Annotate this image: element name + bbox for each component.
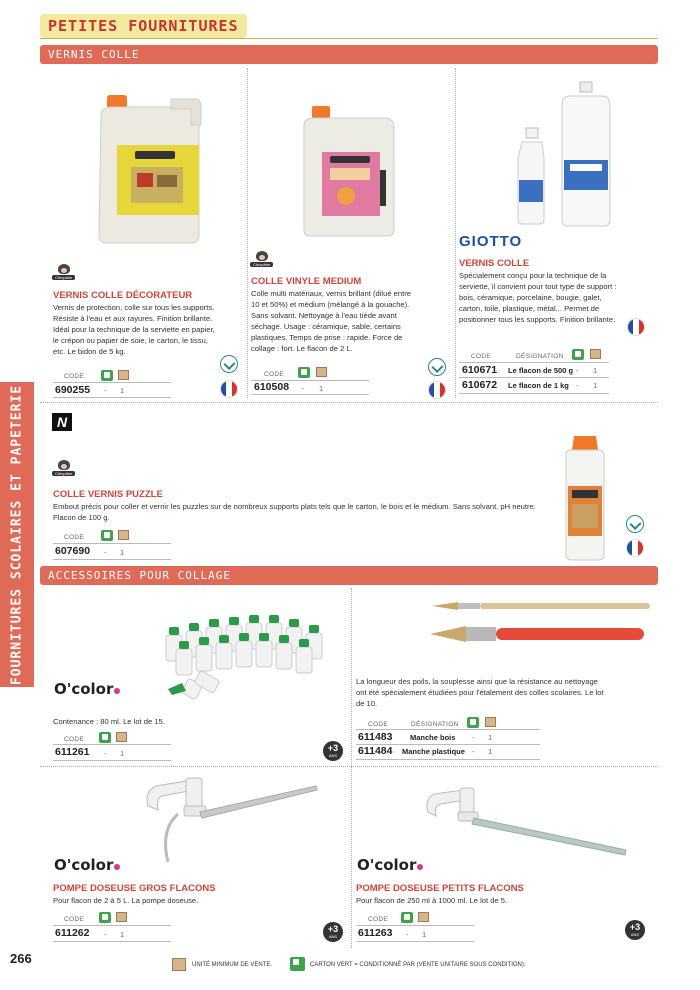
product-description: Colle multi matériaux, vernis brillant (dilué entre 10 et 50%) et médium (mélangé à la gouache). Sans solvant. Nettoyage à l'eau tiède avant séchage. Usage : céramique, sable, certains plastiques. Temps de prise : rapide. Force de collage : fort. Le flacon de 2 L. [251,289,411,353]
unit-box-icon [116,912,127,922]
quantity: 1 [319,384,324,393]
unit-box-icon [116,732,127,742]
quantity: 1 [120,930,125,939]
code-rule [251,394,369,395]
green-carton-icon [101,370,113,381]
france-flag-icon [428,381,446,399]
code-label: CODE [368,721,388,728]
france-flag-icon [220,380,238,398]
section-accessoires: ACCESSOIRES POUR COLLAGE [40,566,658,585]
product-code: 611484 [358,745,393,757]
code-rule [53,543,171,544]
quantity: 1 [488,747,493,756]
product-code: 611263 [358,927,393,939]
product-title: VERNIS COLLE DÉCORATEUR [53,290,193,301]
page-number: 266 [10,951,32,966]
separator-dash: - [104,930,107,939]
unit-box-icon [316,367,327,377]
quantity: 1 [593,366,598,375]
glue-bottles-set-image [160,605,330,705]
green-carton-icon [99,732,111,743]
column-divider [247,68,248,398]
code-label: CODE [64,916,84,923]
side-category-label: FOURNITURES SCOLAIRES ET PAPETERIE [9,384,25,686]
product-description: Contenance : 80 ml. Le lot de 15. [53,717,165,726]
row-divider [40,766,658,767]
designation-label: DÉSIGNATION [411,721,459,728]
product-code: 607690 [55,545,91,557]
giotto-vernis-image [510,80,620,230]
age-badge: +3 ANS [323,922,343,942]
separator-dash: - [302,384,305,393]
cleopatre-logo: Cléopâtre [250,251,273,267]
code-rule [53,397,171,398]
product-description: Vernis de protection, colle sur tous les supports. Résiste à l'eau et aux rayures. Finition brillante. Idéal pour la technique de la serviette en papier, le crépon ou papier de soie, le carton, le tissu, etc. Le bidon de 5 kg. [53,303,215,356]
quantity: 1 [488,733,493,742]
separator-dash: - [104,548,107,557]
code-rule [53,760,171,761]
code-rule [53,382,171,383]
product-title: COLLE VERNIS PUZZLE [53,489,163,500]
quantity: 1 [120,548,125,557]
product-code: 611262 [55,927,90,939]
code-rule [53,559,171,560]
code-rule [53,744,171,745]
quantity: 1 [120,749,125,758]
product-title: VERNIS COLLE [459,258,530,269]
unit-box-icon [172,958,186,971]
puzzle-glue-bottle-image [560,432,610,562]
pump-small-image [420,782,630,862]
product-description: Pour flacon de 250 ml à 1000 ml. Le lot de 5. [356,896,508,905]
separator-dash: - [104,386,107,395]
designation: Le flacon de 500 g [508,366,574,375]
product-code: 610508 [254,381,290,393]
green-carton-icon [101,530,113,541]
separator-dash: - [576,366,579,375]
row-divider [40,402,658,403]
cleopatre-logo: Cléopâtre [52,460,75,476]
unit-box-icon [418,912,429,922]
separator-dash: - [104,749,107,758]
product-code: 610672 [462,379,498,391]
section-vernis-colle: VERNIS COLLE [40,45,658,64]
code-rule [53,941,171,942]
age-badge: +3 ANS [323,741,343,761]
product-code: 690255 [55,384,91,396]
eco-label-icon [626,515,644,533]
quantity: 1 [422,930,427,939]
product-code: 611483 [358,731,393,743]
quantity: 1 [593,381,598,390]
pump-large-image [140,770,320,870]
france-flag-icon [626,539,644,557]
unit-box-icon [590,349,601,359]
designation: Manche bois [410,733,456,742]
product-title: POMPE DOSEUSE PETITS FLACONS [356,883,524,894]
code-rule [356,941,474,942]
france-flag-icon [627,318,645,336]
ocolor-logo [54,856,120,874]
column-divider [455,68,456,398]
product-description: Pour flacon de 2 à 5 L. La pompe doseuse. [53,896,199,905]
ocolor-brand-text: O'color [357,856,417,874]
green-carton-icon [572,349,584,360]
vernis-decorateur-image [95,85,207,245]
product-title: COLLE VINYLE MEDIUM [251,276,362,287]
unit-box-icon [118,530,129,540]
code-label: CODE [64,534,84,541]
separator-dash: - [406,930,409,939]
code-label: CODE [368,916,388,923]
product-description: Embout précis pour coller et vernir les puzzles sur de nombreux supports plats tels que le carton, le bois et le médium. Sans solvant. pH neutre. Flacon de 100 g. [53,502,536,522]
ocolor-logo [357,856,423,874]
unit-box-icon [485,717,496,727]
cleopatre-logo: Cléopâtre [52,264,75,280]
eco-label-icon [428,358,446,376]
glue-brushes-image [428,594,652,650]
page-title: PETITES FOURNITURES [40,14,247,38]
green-carton-icon [99,912,111,923]
green-carton-icon [467,717,479,728]
code-rule [459,393,609,394]
green-carton-icon [290,957,305,971]
column-divider [351,588,352,948]
quantity: 1 [120,386,125,395]
code-rule [53,925,171,926]
ocolor-logo [54,680,120,698]
product-code: 611261 [55,746,90,758]
code-rule [356,925,474,926]
legend-unit-text: UNITÉ MINIMUM DE VENTE. [192,962,273,968]
product-title: POMPE DOSEUSE GROS FLACONS [53,883,216,894]
code-label: CODE [471,353,491,360]
code-rule [356,759,540,760]
code-rule [356,729,540,730]
unit-box-icon [118,370,129,380]
code-label: CODE [264,371,284,378]
designation: Le flacon de 1 kg [508,381,569,390]
product-code: 610671 [462,364,498,376]
giotto-logo: GIOTTO [459,233,523,250]
separator-dash: - [472,747,475,756]
code-rule [459,362,609,363]
eco-label-icon [220,355,238,373]
new-product-badge: N [52,413,72,431]
ocolor-brand-text: O'color [54,856,114,874]
green-carton-icon [401,912,413,923]
product-description: Spécialement conçu pour la technique de la serviette, il convient pour tout type de support : bois, céramique, porcelaine, bougie, galet, carton, toile, plastique, métal... Permet de positionner tous les supports. Finition brillante. [459,271,617,324]
code-label: CODE [64,373,84,380]
legend-carton-text: CARTON VERT = CONDITIONNÉ PAR (VENTE UNITAIRE SOUS CONDITION). [310,962,526,968]
green-carton-icon [298,367,310,378]
age-badge: +3 ANS [625,920,645,940]
ocolor-brand-text: O'color [54,680,114,698]
separator-dash: - [472,733,475,742]
designation: Manche plastique [402,747,465,756]
colle-vinyle-image [300,100,400,240]
code-label: CODE [64,736,84,743]
separator-dash: - [576,381,579,390]
title-rule [40,38,658,39]
code-rule [459,377,609,378]
designation-label: DÉSIGNATION [516,353,564,360]
product-description: La longueur des poils, la souplesse ainsi que la résistance au nettoyage ont été spécialement étudiées pour l'étalement des colles scolaires. Le lot de 10. [356,677,604,708]
